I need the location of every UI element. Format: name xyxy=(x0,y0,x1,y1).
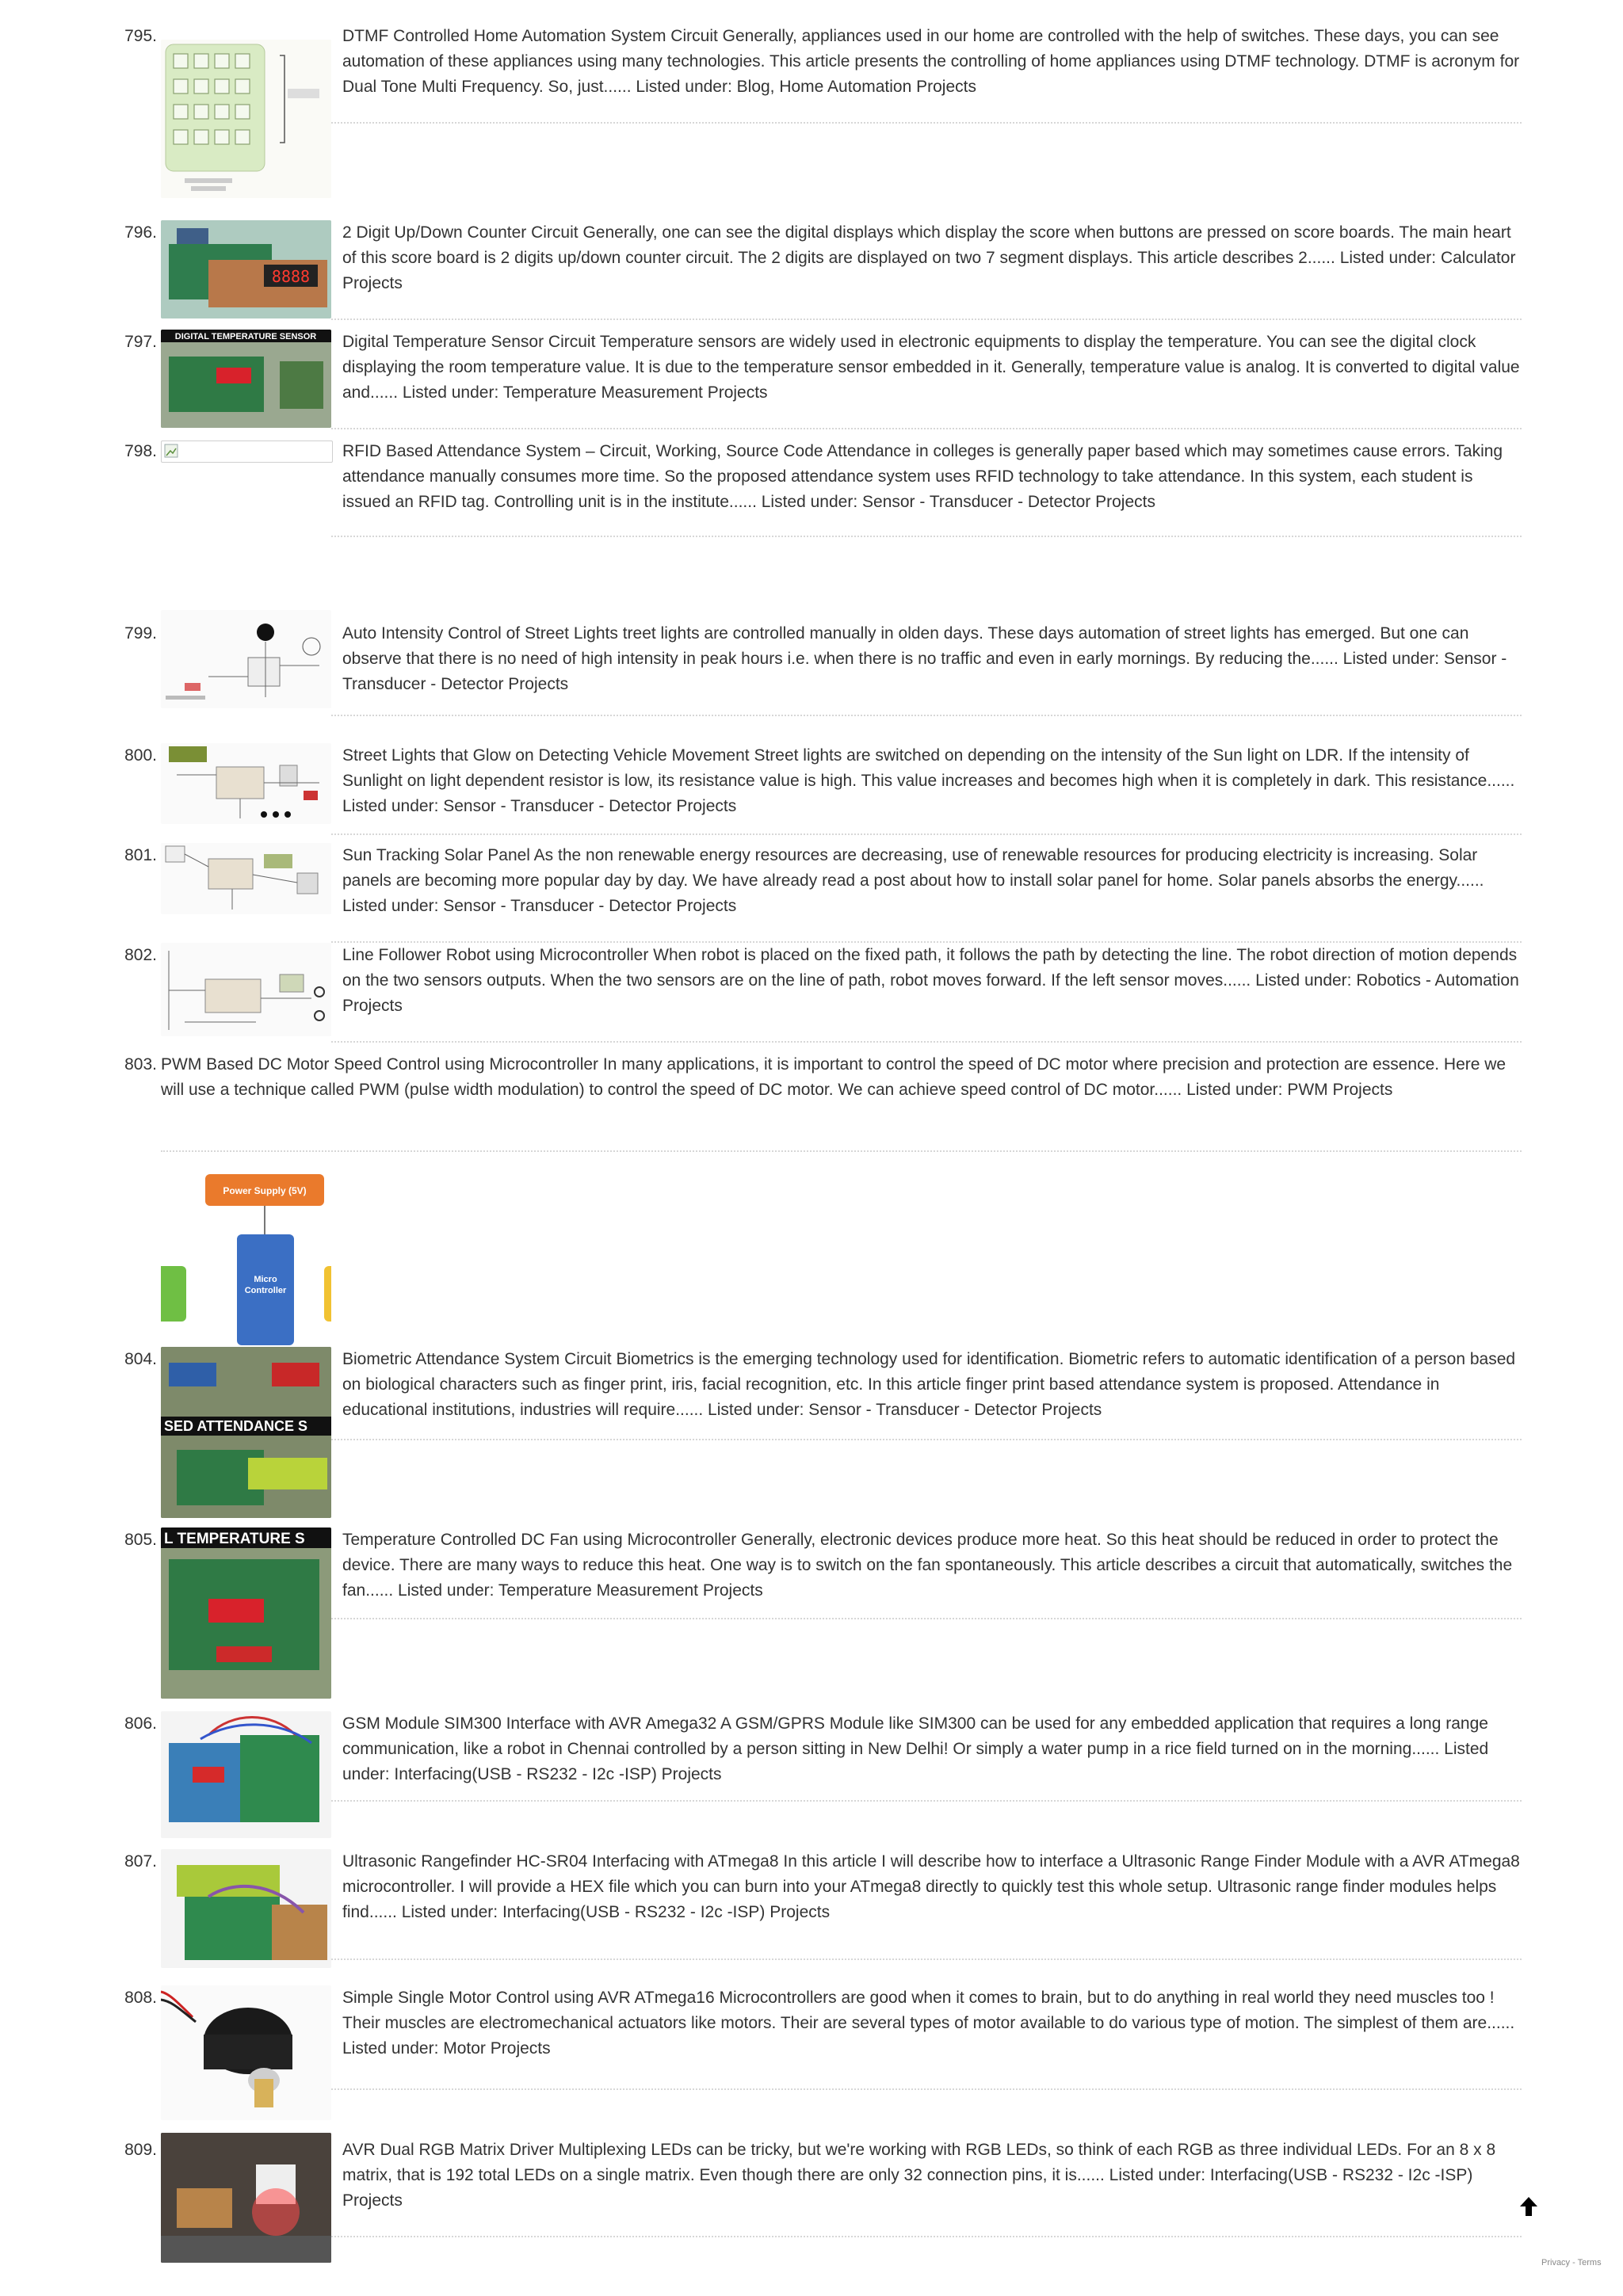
divider xyxy=(331,715,1522,716)
terms-link[interactable]: Terms xyxy=(1577,2258,1602,2267)
divider xyxy=(331,1041,1522,1043)
item-number: 798. xyxy=(124,442,157,460)
divider xyxy=(331,122,1522,124)
broken-image-icon xyxy=(162,441,332,462)
item-number: 796. xyxy=(124,223,157,242)
item-number: 801. xyxy=(124,846,157,864)
thumbnail-caption: L TEMPERATURE S xyxy=(164,1531,305,1547)
item-number: 803. xyxy=(124,1055,157,1074)
thumbnail-image[interactable] xyxy=(161,743,331,824)
power-supply-label: Power Supply (5V) xyxy=(223,1185,307,1196)
rgb-matrix-photo xyxy=(161,2133,331,2263)
item-description[interactable]: 2 Digit Up/Down Counter Circuit Generally, one can see the digital displays which display the score when buttons are pressed on score boards. The main heart of this score board is 2 digits up/down counter circuit. The 2 digits are displayed on two 7 segment displays. This article describes 2...... Listed under: Calculator Projects xyxy=(342,223,1516,292)
item-description[interactable]: Digital Temperature Sensor Circuit Temperature sensors are widely used in electronic equipments to display the temperature. You can see the digital clock displaying the room temperature value. It is due to the temperature sensor embedded in it. Generally, temperature value is analog. It is converted to digital value and...... Listed under: Temperature Measurement Projects xyxy=(342,333,1520,402)
thumbnail-image[interactable] xyxy=(161,610,331,708)
item-number: 802. xyxy=(124,946,157,964)
thumbnail-caption: DIGITAL TEMPERATURE SENSOR xyxy=(174,332,317,341)
thumbnail-image[interactable] xyxy=(161,943,331,1036)
thumbnail-image[interactable] xyxy=(161,1527,331,1699)
item-description[interactable]: Simple Single Motor Control using AVR ATmega16 Microcontrollers are good when it comes to brain, but to do anything in real world they need muscles too ! Their muscles are electromechanical actuators like motors. Their are several types of motor available to do various type of motion. The simplest of them are...... Listed under: Motor Projects xyxy=(342,1989,1515,2058)
thumbnail-image[interactable] xyxy=(161,1985,331,2120)
divider xyxy=(331,1958,1522,1960)
footer-separator: - xyxy=(1572,2258,1575,2267)
item-number: 807. xyxy=(124,1852,157,1871)
item-number: 806. xyxy=(124,1714,157,1733)
item-description[interactable]: Street Lights that Glow on Detecting Vehicle Movement Street lights are switched on depending on the intensity of the Sun light on LDR. If the intensity of Sunlight on light dependent resistor is low, its resistance value is high. This value increases and becomes high when it is completely in dark. This resistance...... Listed under: Sensor - Transducer - Detector Projects xyxy=(342,746,1515,815)
thumbnail-image[interactable] xyxy=(161,1711,331,1838)
item-description[interactable]: Temperature Controlled DC Fan using Microcontroller Generally, electronic devices produce more heat. So this heat should be reduced in order to protect the device. There are many ways to reduce this heat. One way is to switch on the fan spontaneously. This article describes a circuit that automatically, switches the fan...... Listed under: Temperature Measurement Projects xyxy=(342,1531,1513,1600)
temperature-fan-photo xyxy=(161,1527,331,1699)
counter-circuit-photo xyxy=(161,220,331,318)
item-number: 805. xyxy=(124,1531,157,1549)
pwm-block-diagram xyxy=(161,1163,331,1347)
solar-panel-schematic xyxy=(161,843,331,914)
gsm-module-photo xyxy=(161,1711,331,1838)
dc-motor-photo xyxy=(161,1985,331,2120)
divider xyxy=(331,1618,1522,1619)
ultrasonic-board-photo xyxy=(161,1849,331,1968)
divider xyxy=(331,318,1522,320)
divider xyxy=(331,833,1522,835)
temperature-sensor-photo xyxy=(161,330,331,428)
thumbnail-image[interactable] xyxy=(161,1163,331,1347)
thumbnail-image[interactable] xyxy=(161,1347,331,1518)
biometric-attendance-photo xyxy=(161,1347,331,1518)
line-follower-schematic xyxy=(161,943,331,1036)
item-description[interactable]: Line Follower Robot using Microcontroller When robot is placed on the fixed path, it follows the path by detecting the line. The robot direction of motion depends on the two sensors outputs. When the two sensors are on the line of path, robot moves forward. If the left sensor moves...... Listed under: Robotics - Automation Projects xyxy=(342,946,1519,1015)
item-description[interactable]: Sun Tracking Solar Panel As the non renewable energy resources are decreasing, use of renewable resources for producing electricity is increasing. Solar panels are becoming more popular day by day. We have already read a post about how to install solar panel for home. Solar panels absorbs the energy...... Listed under: Sensor - Transducer - Detector Projects xyxy=(342,846,1484,915)
item-description[interactable]: PWM Based DC Motor Speed Control using Microcontroller In many applications, it is important to control the speed of DC motor where precision and protection are essence. Here we will use a technique called PWM (pulse width modulation) to control the speed of DC motor. We can achieve speed control of DC motor...... Listed under: PWM Projects xyxy=(161,1055,1507,1099)
item-number: 799. xyxy=(124,624,157,643)
item-description[interactable]: Biometric Attendance System Circuit Biometrics is the emerging technology used for identification. Biometric refers to automatic identification of a person based on biological characters such as finger print, iris, facial recognition, etc. In this article finger print based attendance system is proposed. Attendance in educational institutions, industries will require...... Listed under: Sensor - Transducer - Detector Projects xyxy=(342,1350,1516,1419)
street-light-schematic xyxy=(161,610,331,708)
thumbnail-image[interactable] xyxy=(161,220,331,318)
item-description[interactable]: DTMF Controlled Home Automation System Circuit Generally, appliances used in our home are controlled with the help of switches. These days, you can see automation of these appliances using many technologies. This article presents the controlling of home appliances using DTMF technology. DTMF is acronym for Dual Tone Multi Frequency. So, just...... Listed under: Blog, Home Automation Projects xyxy=(342,27,1520,96)
privacy-link[interactable]: Privacy xyxy=(1541,2258,1571,2267)
thumbnail-image[interactable] xyxy=(161,843,331,914)
item-number: 797. xyxy=(124,333,157,351)
scroll-to-top-button[interactable] xyxy=(1517,2195,1541,2218)
thumbnail-image[interactable] xyxy=(161,2133,331,2263)
dtmf-keypad-diagram xyxy=(161,40,331,198)
item-description[interactable]: RFID Based Attendance System – Circuit, Working, Source Code Attendance in colleges is generally paper based which may sometimes cause errors. Taking attendance manually consumes more time. So the proposed attendance system uses RFID technology to take attendance. In this system, each student is issued an RFID tag. Controlling unit is in the institute...... Listed under: Sensor - Transducer - Detector Projects xyxy=(342,442,1503,511)
item-description[interactable]: GSM Module SIM300 Interface with AVR Amega32 A GSM/GPRS Module like SIM300 can be used for any embedded application that requires a long range communication, like a robot in Chennai controlled by a person sitting in New Delhi! Or simply a water pump in a rice field turned on in the morning...... Listed under: Interfacing(USB - RS232 - I2c -ISP) Projects xyxy=(342,1714,1489,1783)
recaptcha-footer xyxy=(1541,2258,1602,2267)
thumbnail-caption: SED ATTENDANCE S xyxy=(164,1418,308,1434)
thumbnail-image[interactable] xyxy=(161,441,333,463)
divider xyxy=(331,2236,1522,2237)
item-number: 804. xyxy=(124,1350,157,1368)
thumbnail-image[interactable] xyxy=(161,330,331,428)
divider xyxy=(161,1150,1522,1152)
arrow-up-icon xyxy=(1517,2195,1541,2218)
divider xyxy=(331,1439,1522,1440)
microcontroller-label: Micro xyxy=(254,1275,277,1284)
led-display-text: 8888 xyxy=(271,267,311,286)
item-description[interactable]: AVR Dual RGB Matrix Driver Multiplexing LEDs can be tricky, but we're working with RGB LEDs, so think of each RGB as three individual LEDs. For an 8 x 8 matrix, that is 192 total LEDs on a single matrix. Even though there are only 32 connection pins, it is...... Listed under: Interfacing(USB - RS232 - I2c -ISP) Projects xyxy=(342,2141,1496,2210)
divider xyxy=(331,2088,1522,2090)
item-description[interactable]: Auto Intensity Control of Street Lights treet lights are controlled manually in olden days. These days automation of street lights has emerged. But one can observe that there is no need of high intensity in peak hours i.e. when there is no traffic and even in early mornings. By reducing the...... Listed under: Sensor - Transducer - Detector Projects xyxy=(342,624,1507,693)
microcontroller-label-2: Controller xyxy=(244,1286,287,1295)
divider xyxy=(331,536,1522,537)
item-number: 808. xyxy=(124,1989,157,2007)
item-number: 809. xyxy=(124,2141,157,2159)
divider xyxy=(331,428,1522,429)
item-number: 800. xyxy=(124,746,157,765)
thumbnail-image[interactable] xyxy=(161,1849,331,1968)
item-description[interactable]: Ultrasonic Rangefinder HC-SR04 Interfacing with ATmega8 In this article I will describe how to interface a Ultrasonic Range Finder Module with a AVR ATmega8 microcontroller. I will provide a HEX file which you can burn into your ATmega8 directly to quickly test this whole setup. Ultrasonic range finder modules helps find...... Listed under: Interfacing(USB - RS232 - I2c -ISP) Projects xyxy=(342,1852,1520,1921)
item-number: 795. xyxy=(124,27,157,45)
vehicle-street-light-schematic xyxy=(161,743,331,824)
thumbnail-image[interactable] xyxy=(161,40,331,198)
divider xyxy=(331,1800,1522,1802)
